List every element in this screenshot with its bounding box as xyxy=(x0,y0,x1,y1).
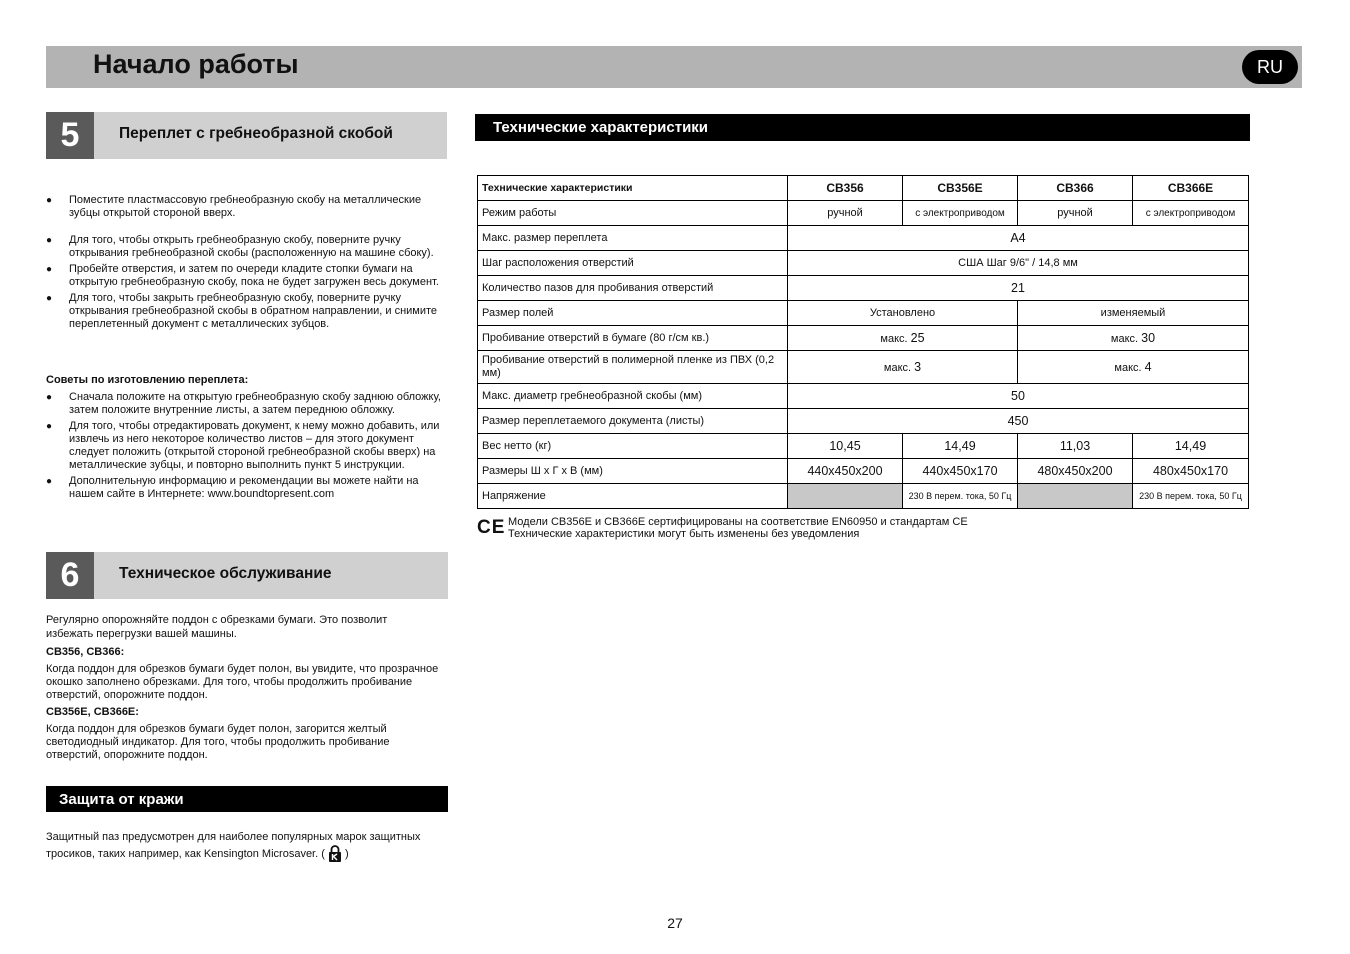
table-row xyxy=(478,459,1249,484)
spec-header-cb356: CB356 xyxy=(788,176,903,201)
theft-title-bar xyxy=(46,786,448,812)
spec-value: с электроприводом xyxy=(903,201,1018,226)
spec-value: 11,03 xyxy=(1018,434,1133,459)
section-5-steps-a xyxy=(46,194,446,220)
spec-value: изменяемый xyxy=(1018,301,1249,326)
section-5-steps-b xyxy=(46,234,446,331)
spec-prefix: макс. xyxy=(1114,362,1142,374)
list-item: ● Для того, чтобы закрыть гребнеобразную скобу, поверните ручку открывания гребнеобразной скобы в обратном направлении, и снимите переплетенный документ с металлических зубцов. xyxy=(46,292,446,331)
maintenance-sub1-title: CB356, CB366: xyxy=(46,646,125,658)
maintenance-intro: Регулярно опорожняйте поддон с обрезками бумаги. Это позволит избежать перегрузки вашей машины. xyxy=(46,614,388,640)
section-6-title: Техническое обслуживание xyxy=(119,565,332,582)
tips-list xyxy=(46,391,446,501)
table-row xyxy=(478,351,1249,384)
spec-label: Макс. диаметр гребнеобразной скобы (мм) xyxy=(478,384,788,409)
page-title: Начало работы xyxy=(93,49,299,79)
spec-prefix: макс. xyxy=(1110,333,1139,345)
spec-label: Размеры Ш х Г х В (мм) xyxy=(478,459,788,484)
section-5-number: 5 xyxy=(46,112,94,159)
table-row xyxy=(478,226,1249,251)
spec-label: Размер переплетаемого документа (листы) xyxy=(478,409,788,434)
list-item: ● Дополнительную информацию и рекомендации вы можете найти на нашем сайте в Интернете: www.boundtopresent.com xyxy=(46,475,446,501)
spec-label: Режим работы xyxy=(478,201,788,226)
spec-value: 480x450x200 xyxy=(1018,459,1133,484)
spec-value xyxy=(788,326,1018,351)
spec-value: ручной xyxy=(788,201,903,226)
spec-number: 30 xyxy=(1141,331,1156,345)
maintenance-sub2-text: Когда поддон для обрезков бумаги будет полон, загорится желтый светодиодный индикатор. Для того, чтобы продолжить пробивание отверстий, опорожните поддон. xyxy=(46,723,390,761)
spec-value: 480x450x170 xyxy=(1133,459,1249,484)
spec-value-empty xyxy=(1018,484,1133,509)
table-row xyxy=(478,409,1249,434)
spec-label: Напряжение xyxy=(478,484,788,509)
table-row xyxy=(478,176,1249,201)
theft-text-end: ) xyxy=(345,848,349,860)
theft-title: Защита от кражи xyxy=(59,790,184,808)
spec-value xyxy=(788,351,1018,384)
spec-value: 450 xyxy=(788,409,1249,434)
spec-label: Количество пазов для пробивания отверстий xyxy=(478,276,788,301)
language-badge: RU xyxy=(1242,50,1298,84)
spec-value-empty xyxy=(788,484,903,509)
spec-value: A4 xyxy=(788,226,1249,251)
spec-header-cb366: CB366 xyxy=(1018,176,1133,201)
table-row xyxy=(478,384,1249,409)
section-5-title: Переплет с гребнеобразной скобой xyxy=(119,125,393,142)
list-item: ● Сначала положите на открытую гребнеобразную скобу заднюю обложку, затем положите внутренние листы, а затем переднюю обложку. xyxy=(46,391,446,417)
header-bar xyxy=(46,46,1302,88)
spec-value: с электроприводом xyxy=(1133,201,1249,226)
ce-mark-icon: CE xyxy=(477,517,506,538)
specs-table xyxy=(477,175,1249,509)
theft-text-main: Защитный паз предусмотрен для наиболее популярных марок защитных тросиков, таких например, как Kensington Microsaver. ( xyxy=(46,831,421,860)
spec-number: 25 xyxy=(910,331,925,345)
tips-title: Советы по изготовлению переплета: xyxy=(46,374,249,386)
list-item: ● Поместите пластмассовую гребнеобразную скобу на металлические зубцы открытой стороной вверх. xyxy=(46,194,446,220)
section-6-header xyxy=(46,552,448,599)
spec-value: 440x450x170 xyxy=(903,459,1018,484)
table-row xyxy=(478,434,1249,459)
spec-value: 21 xyxy=(788,276,1249,301)
spec-value: 10,45 xyxy=(788,434,903,459)
spec-header-label: Технические характеристики xyxy=(478,176,788,201)
spec-value: 14,49 xyxy=(1133,434,1249,459)
section-5-header xyxy=(46,112,447,159)
spec-value: 230 В перем. тока, 50 Гц xyxy=(903,484,1018,509)
spec-label: Шаг расположения отверстий xyxy=(478,251,788,276)
spec-label: Размер полей xyxy=(478,301,788,326)
list-item: ● Для того, чтобы открыть гребнеобразную скобу, поверните ручку открывания гребнеобразной скобы (расположенную на машине сбоку). xyxy=(46,234,446,260)
list-item: ● Пробейте отверстия, и затем по очереди кладите стопки бумаги на открытую гребнеобразную скобу, пока не будет загружен весь документ. xyxy=(46,263,446,289)
spec-value: Установлено xyxy=(788,301,1018,326)
spec-header-cb356e: CB356E xyxy=(903,176,1018,201)
theft-text xyxy=(46,831,448,862)
table-row xyxy=(478,276,1249,301)
spec-header-cb366e: CB366E xyxy=(1133,176,1249,201)
maintenance-sub1-text: Когда поддон для обрезков бумаги будет полон, вы увидите, что прозрачное окошко заполнено обрезками. Для того, чтобы продолжить пробивание отверстий, опорожните поддон. xyxy=(46,663,439,701)
spec-value: 230 В перем. тока, 50 Гц xyxy=(1133,484,1249,509)
specs-note-1: Модели CB356E и CB366E сертифицированы на соответствие EN60950 и стандартам CE xyxy=(508,516,968,528)
spec-value: 440x450x200 xyxy=(788,459,903,484)
specs-title: Технические характеристики xyxy=(493,119,709,136)
spec-number: 4 xyxy=(1144,360,1152,374)
section-6-number: 6 xyxy=(46,552,94,599)
maintenance-sub2-title: CB356E, CB366E: xyxy=(46,706,139,718)
spec-label: Пробивание отверстий в полимерной пленке из ПВХ (0,2 мм) xyxy=(478,351,788,384)
list-item: ● Для того, чтобы отредактировать документ, к нему можно добавить, или извлечь из него некоторое количество листов – для этого документ следует положить (открытой стороной гребнеобразной скобы вверх) на металлические зубцы, и повторно выполнить пункт 5 инструкции. xyxy=(46,420,446,472)
spec-label: Пробивание отверстий в бумаге (80 г/см кв.) xyxy=(478,326,788,351)
spec-value: ручной xyxy=(1018,201,1133,226)
spec-value xyxy=(1018,326,1249,351)
spec-label: Вес нетто (кг) xyxy=(478,434,788,459)
spec-number: 3 xyxy=(914,360,922,374)
spec-value: 50 xyxy=(788,384,1249,409)
spec-label: Макс. размер переплета xyxy=(478,226,788,251)
kensington-lock-icon xyxy=(328,844,342,862)
spec-value xyxy=(1018,351,1249,384)
table-row xyxy=(478,484,1249,509)
specs-title-bar xyxy=(475,114,1250,141)
page-number: 27 xyxy=(667,915,683,931)
spec-prefix: макс. xyxy=(880,333,908,345)
table-row xyxy=(478,251,1249,276)
table-row xyxy=(478,301,1249,326)
table-row xyxy=(478,326,1249,351)
spec-value: 14,49 xyxy=(903,434,1018,459)
specs-note-2: Технические характеристики могут быть изменены без уведомления xyxy=(508,528,860,540)
spec-prefix: макс. xyxy=(883,362,912,374)
table-row xyxy=(478,201,1249,226)
specs-notes xyxy=(508,516,1248,540)
spec-value: США Шаг 9/6" / 14,8 мм xyxy=(788,251,1249,276)
